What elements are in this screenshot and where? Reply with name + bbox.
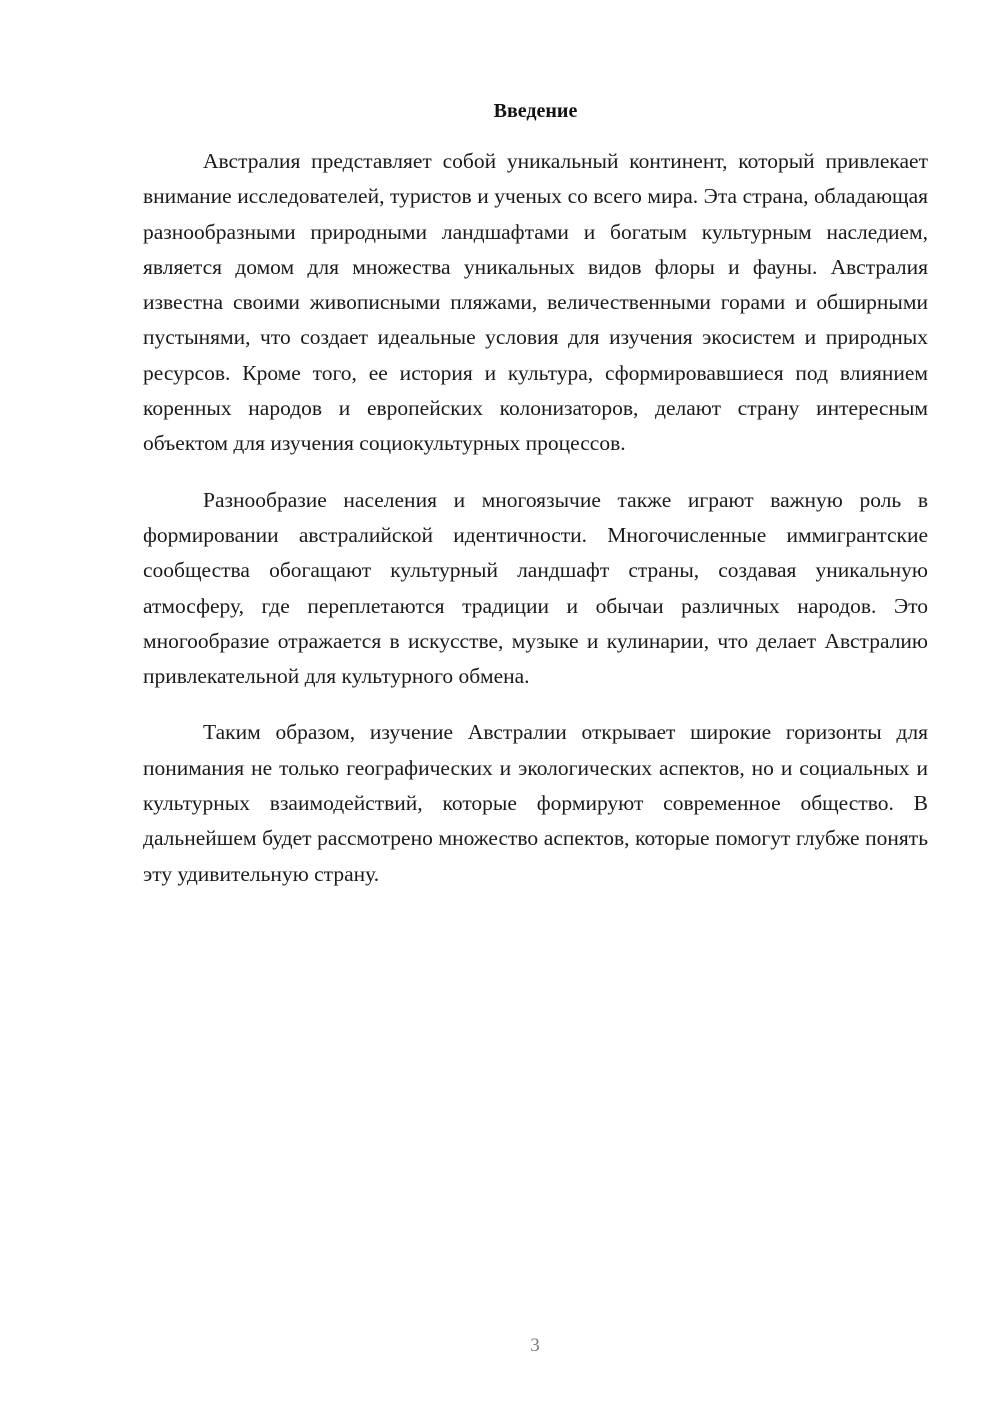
- paragraph-2: Разнообразие населения и многоязычие также играют важную роль в формировании австралийской идентичности. Многочисленные иммигрантские сообщества обогащают культурный ландшафт страны, создавая уникальную атмосферу, где переплетаются традиции и обычаи различных народов. Это многообразие отражается в искусстве, музыке и кулинарии, что делает Австралию привлекательной для культурного обмена.: [143, 487, 928, 689]
- page-number: 3: [530, 1335, 540, 1356]
- page-content: [143, 96, 928, 913]
- paragraph-1: Австралия представляет собой уникальный континент, который привлекает внимание исследователей, туристов и ученых со всего мира. Эта страна, обладающая разнообразными природными ландшафтами и богатым культурным наследием, является домом для множества уникальных видов флоры и фауны. Австралия известна своими живописными пляжами, величественными горами и обширными пустынями, что создает идеальные условия для изучения экосистем и природных ресурсов. Кроме того, ее история и культура, сформировавшиеся под влиянием коренных народов и европейских колонизаторов, делают страну интересным объектом для изучения социокультурных процессов.: [143, 149, 928, 456]
- paragraph-3: Таким образом, изучение Австралии открывает широкие горизонты для понимания не только географических и экологических аспектов, но и социальных и культурных взаимодействий, которые формируют современное общество. В дальнейшем будет рассмотрено множество аспектов, которые помогут глубже понять эту удивительную страну.: [143, 720, 928, 886]
- section-heading: Введение: [493, 100, 578, 122]
